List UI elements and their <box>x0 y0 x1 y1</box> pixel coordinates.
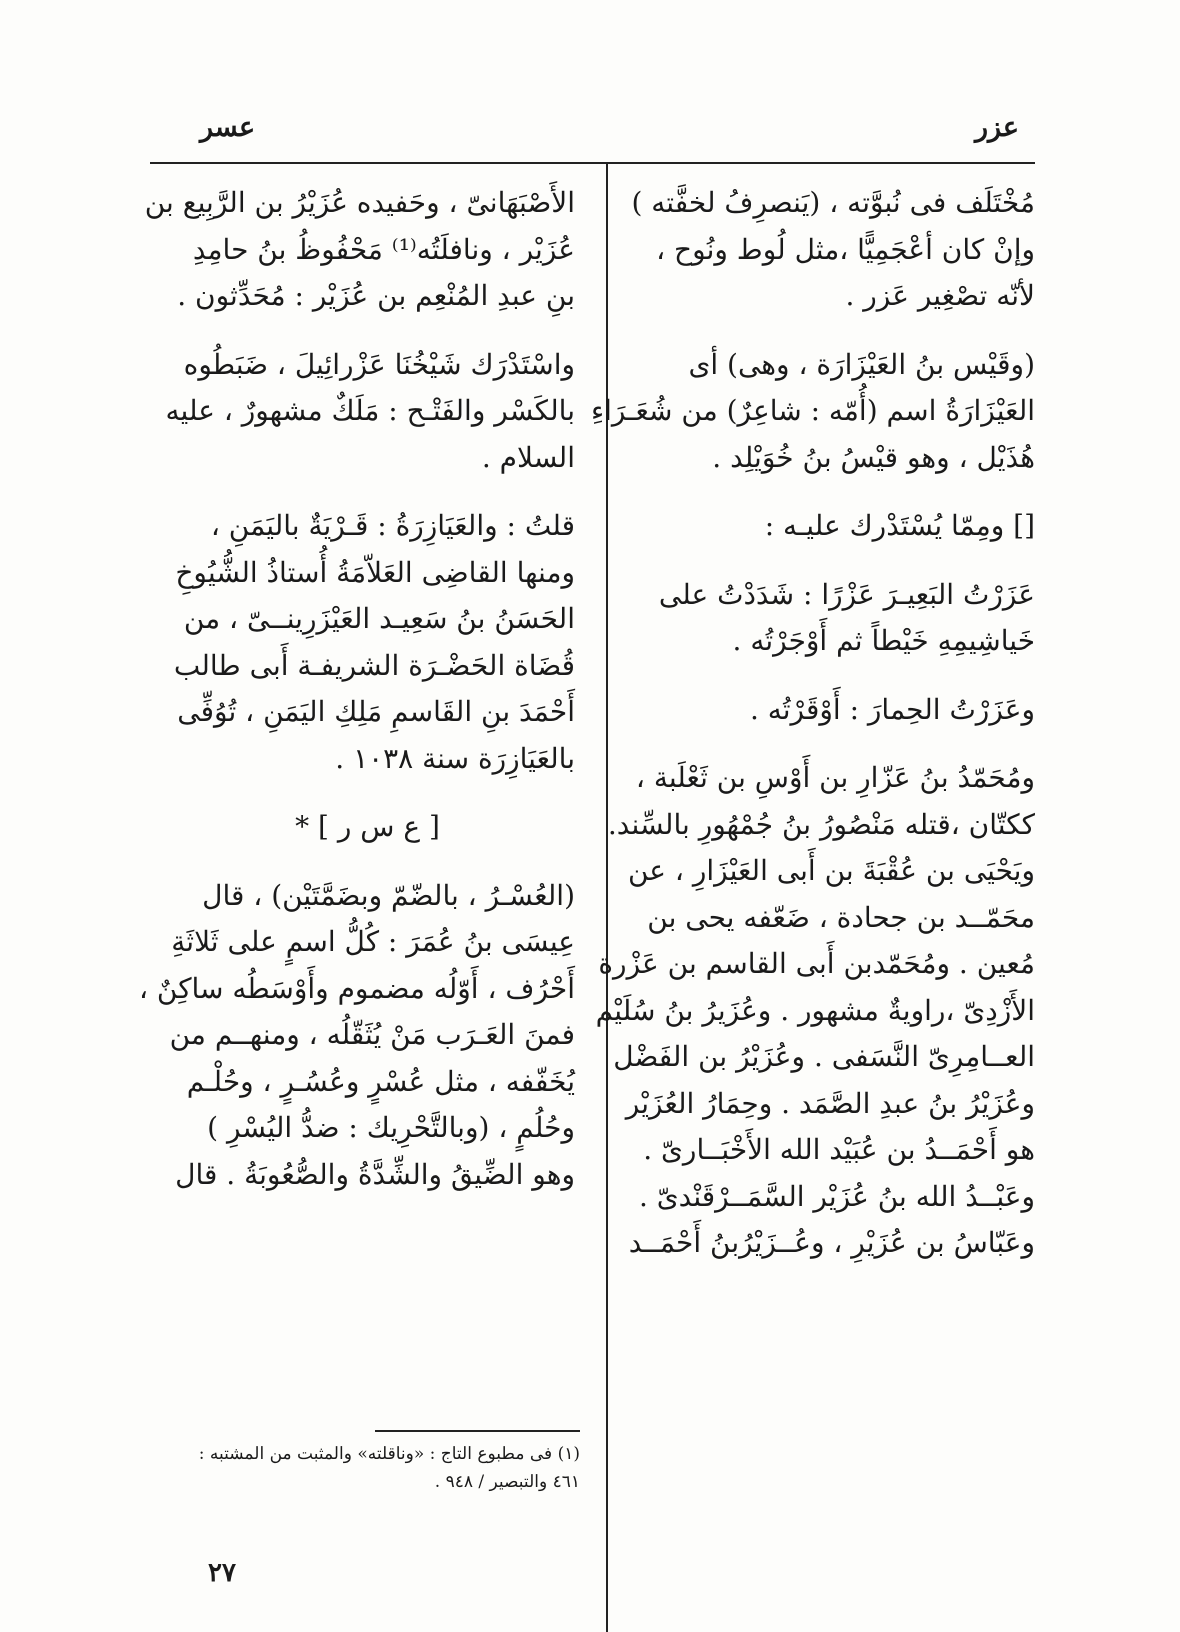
paragraph-gap <box>650 665 1035 687</box>
text-line: عُزَيْر ، ونافلَتُه⁽¹⁾ مَحْفُوظُ بنُ حامِدِ <box>192 232 575 266</box>
text-line: وهو الضِّيقُ والشِّدَّةُ والصُّعُوبَةُ . قال <box>175 1157 575 1191</box>
paragraph-gap <box>160 320 575 342</box>
text-line: (العُسْـرُ ، بالضّمّ وبضَمَّتَيْن) ، قال <box>202 878 575 912</box>
text-line: هو أَحْمَــدُ بن عُبَيْد الله الأَخْبَــارىّ . <box>643 1133 1035 1166</box>
text-line: لأنّه تصْغِير عَزر . <box>845 279 1035 312</box>
text-line: مُخْتَلَف فى نُبوَّته ، (يَنصرِفُ لخفَّته ) <box>631 186 1035 219</box>
paragraph-gap <box>160 481 575 503</box>
text-line: [ ع س ر ] * <box>295 810 440 843</box>
header-entry-word-left: عسر <box>200 112 256 143</box>
text-line: وعَزَرْتُ الحِمارَ : أَوْقَرْتُه . <box>749 692 1035 726</box>
page-number: ٢٧ <box>208 1558 236 1588</box>
text-line: قُضَاة الحَضْـرَة الشريفـة أَبى طالب <box>173 648 575 682</box>
text-line: [] ومِمّا يُسْتَدْرك عليـه : <box>764 509 1035 542</box>
header-entry-word-right: عزر <box>975 112 1020 143</box>
text-line: هُذَيْل ، وهو قيْسُ بنُ خُوَيْلِد . <box>712 440 1035 474</box>
header-divider <box>150 162 1035 164</box>
left-text-column <box>138 180 575 1198</box>
text-line: وإنْ كان أعْجَمِيًّا ،مثل لُوط ونُوح ، <box>656 232 1035 266</box>
paragraph-gap <box>650 481 1035 503</box>
text-line: أَحْرُف ، أَوّلُه مضموم وأَوْسَطُه ساكِنٌ ، <box>138 971 575 1005</box>
paragraph-gap <box>650 550 1035 572</box>
text-line: ككتّان ،قتله مَنْصُورُ بنُ جُمْهُورِ بالسِّند. <box>607 807 1035 841</box>
text-line: أَحْمَدَ بنِ القَاسمِ مَلِكِ اليَمَنِ ، تُوُفِّى <box>177 695 575 728</box>
paragraph-gap <box>650 320 1035 342</box>
text-line: (وقَيْس بنُ العَيْزَارَة ، وهى) أى <box>688 347 1035 381</box>
text-line: وعُزَيْرُ بنُ عبدِ الصَّمَد . وحِمَارُ العُزَيْر <box>625 1086 1035 1120</box>
footnote-line: ٤٦١ والتبصير / ٩٤٨ . <box>434 1472 580 1492</box>
text-line: محَمّــد بن جحادة ، ضَعّفه يحى بن <box>647 900 1035 934</box>
text-line: وحُلُمٍ ، (وبالتَّحْرِيك : ضدُّ اليُسْرِ ) <box>207 1111 575 1144</box>
text-line: الأَزْدِىّ ،راويةٌ مشهور . وعُزَيرُ بنُ سُلَيْم <box>595 993 1035 1027</box>
text-line: بالكَسْر والفَتْـح : مَلَكٌ مشهورٌ ، عليه <box>165 394 575 427</box>
text-line: يُخَفّفه ، مثل عُسْرٍ وعُسُـرٍ ، وحُلْـم <box>186 1064 575 1098</box>
paragraph-gap <box>160 782 575 804</box>
right-text-column <box>590 180 1035 1267</box>
text-line: الحَسَنُ بنُ سَعِيـد العَيْزَرِينــىّ ، من <box>183 602 575 635</box>
text-line: عِيسَى بنُ عُمَرَ : كُلُّ اسمٍ على ثَلاثَةِ <box>171 925 575 958</box>
text-line: خَياشِيمِهِ خَيْطاً ثم أَوْجَرْتُه . <box>732 624 1035 657</box>
text-line: عَزَرْتُ البَعِيـرَ عَزْرًا : شَدَدْتُ على <box>658 577 1035 611</box>
text-line: السلام . <box>481 440 575 474</box>
text-line: ومُحَمّدُ بنُ عَزّارِ بن أَوْسِ بن ثَعْلَبة ، <box>635 761 1035 794</box>
text-line: واسْتَدْرَك شَيْخُنَا عَزْرائِيلَ ، ضَبَطُوه <box>183 347 575 381</box>
paragraph-gap <box>160 851 575 873</box>
text-line: الأَصْبَهَانىّ ، وحَفيده عُزَيْرُ بن الرَّبِيع بن <box>144 186 575 219</box>
footnotes <box>160 1440 580 1496</box>
text-line: وعَبْــدُ الله بنُ عُزَيْر السَّمَــرْقَنْدىّ . <box>638 1179 1035 1213</box>
footnote-divider <box>375 1430 580 1432</box>
text-line: فمنَ العَـرَب مَنْ يُثَقّلُه ، ومنهــم من <box>169 1018 575 1051</box>
text-line: قلتُ : والعَيَازِرَةُ : قَـرْيَةٌ باليَمَنِ ، <box>210 509 575 542</box>
text-line: وعَبّاسُ بن عُزَيْرِ ، وعُــزَيْرُبنُ أَحْمَــد <box>628 1226 1035 1259</box>
text-line: بنِ عبدِ المُنْعِم بن عُزَيْر : مُحَدِّثون . <box>177 279 575 312</box>
text-line: بالعَيَازِرَة سنة ١٠٣٨ . <box>335 741 575 775</box>
text-line: العــامِرِىّ النَّسَفى . وعُزَيْرُ بن الفَضْل <box>613 1040 1035 1073</box>
text-line: ومنها القاضِى العَلاّمَةُ أُستاذُ الشُّيُوخِ <box>175 555 575 589</box>
column-divider <box>606 162 608 1632</box>
text-line: ويَحْيَى بن عُقْبَةَ بن أَبى العَيْزَارِ ، عن <box>627 854 1035 887</box>
footnote-line: (١) فى مطبوع التاج : «وناقلته» والمثبت من المشتبه : <box>198 1444 580 1464</box>
text-line: مُعين . ومُحَمّدبن أَبى القاسم بن عَزْرة <box>598 947 1035 980</box>
paragraph-gap <box>650 733 1035 755</box>
text-line: العَيْزَارَةُ اسم (أُمّه : شاعِرٌ) من شُعَـرَاءِ <box>590 394 1035 427</box>
